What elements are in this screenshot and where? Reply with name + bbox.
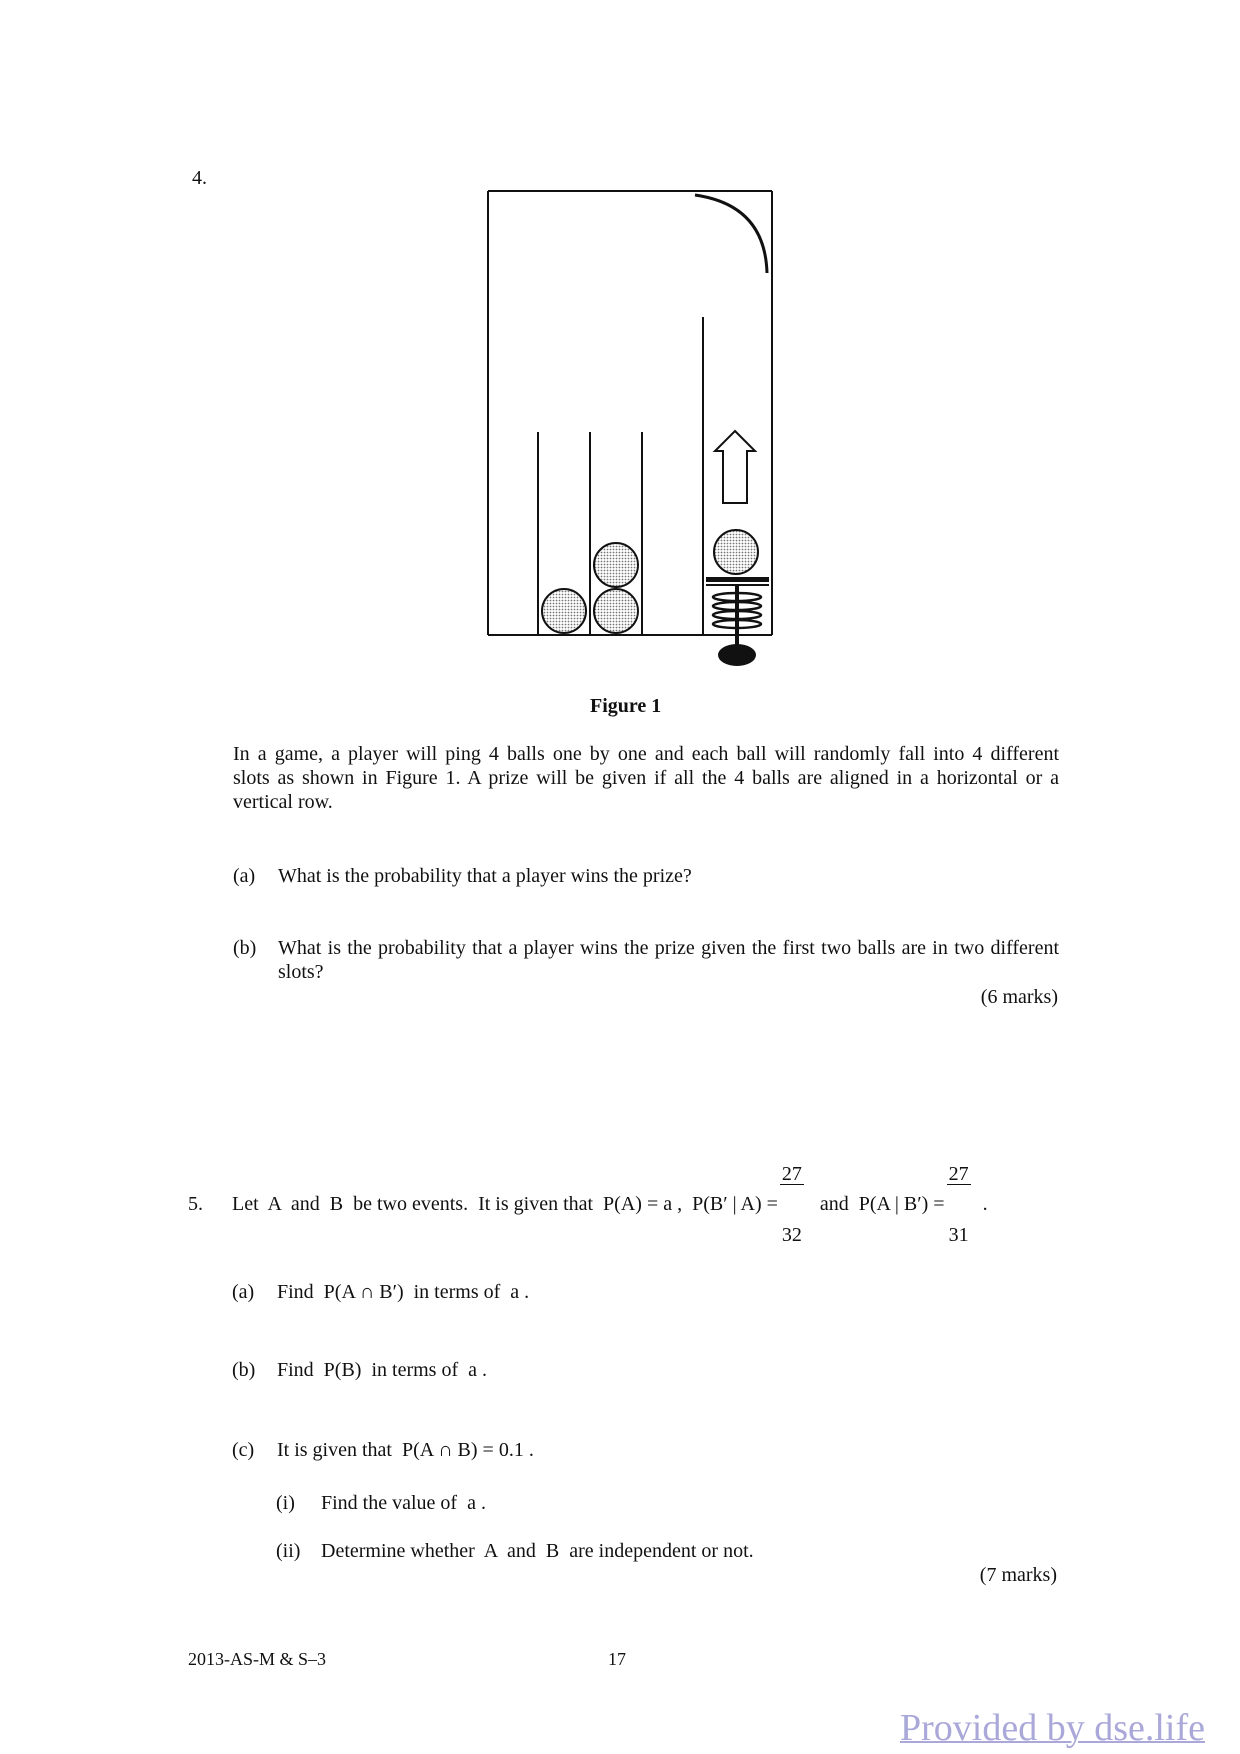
spring-launcher	[706, 577, 769, 666]
q5-part-c-ii-text: Determine whether A and B are independent or not.	[321, 1540, 754, 1562]
q5-marks: (7 marks)	[979, 1564, 1057, 1586]
q5-part-b-label: (b)	[232, 1359, 256, 1381]
q5-part-c-text: It is given that P(A ∩ B) = 0.1 .	[277, 1439, 534, 1461]
ball	[542, 589, 586, 633]
fraction-denominator: 31	[948, 1223, 969, 1246]
fraction-numerator: 27	[948, 1162, 969, 1185]
q4-part-b-label: (b)	[233, 937, 257, 959]
question-4-stem	[233, 742, 1059, 814]
q4-marks: (6 marks)	[980, 986, 1058, 1008]
question-5-stem	[232, 1162, 988, 1246]
stem-line: In a game, a player will ping 4 balls one by one and each ball will randomly fall into 4 different	[233, 743, 1059, 765]
up-arrow-icon	[715, 431, 755, 503]
part-b-line: What is the probability that a player wins the prize given the first two balls are in two different	[278, 937, 1059, 959]
q5-part-b-text: Find P(B) in terms of a .	[277, 1359, 487, 1381]
watermark-link[interactable]: Provided by dse.life	[900, 1707, 1206, 1749]
q5-part-a-text: Find P(A ∩ B′) in terms of a .	[277, 1281, 530, 1303]
q5-part-c-i-label: (i)	[276, 1492, 295, 1514]
stem-line: slots as shown in Figure 1. A prize will be given if all the 4 balls are aligned in a horizontal or a	[233, 767, 1059, 789]
q5-and-text: and P(A | B′) =	[819, 1192, 945, 1215]
q4-part-a-label: (a)	[233, 865, 256, 887]
q4-part-b-text	[278, 936, 1059, 984]
ball	[714, 530, 758, 574]
q5-part-c-label: (c)	[232, 1439, 255, 1461]
page-number: 17	[608, 1649, 626, 1669]
q5-part-a-label: (a)	[232, 1281, 255, 1303]
fraction-denominator: 32	[781, 1223, 802, 1246]
question-4-number: 4.	[192, 167, 207, 189]
question-5-number: 5.	[188, 1193, 203, 1215]
q5-end-period: .	[982, 1192, 988, 1215]
q5-part-c-i-text: Find the value of a .	[321, 1492, 486, 1514]
q5-intro: Let A and B be two events. It is given that P(A) = a , P(B′ | A) =	[232, 1192, 778, 1215]
q5-part-c-ii-label: (ii)	[276, 1540, 301, 1562]
fraction-numerator: 27	[781, 1162, 802, 1185]
figure-caption: Figure 1	[590, 695, 662, 717]
ball	[594, 589, 638, 633]
stem-line: vertical row.	[233, 791, 333, 813]
q4-part-a-text: What is the probability that a player wins the prize?	[278, 865, 692, 887]
fraction-27-32	[780, 1124, 804, 1285]
fraction-27-31	[947, 1124, 971, 1285]
figure-1-diagram	[480, 185, 780, 675]
ball	[594, 543, 638, 587]
paper-code: 2013-AS-M & S–3	[188, 1649, 327, 1669]
part-b-line: slots?	[278, 961, 324, 983]
